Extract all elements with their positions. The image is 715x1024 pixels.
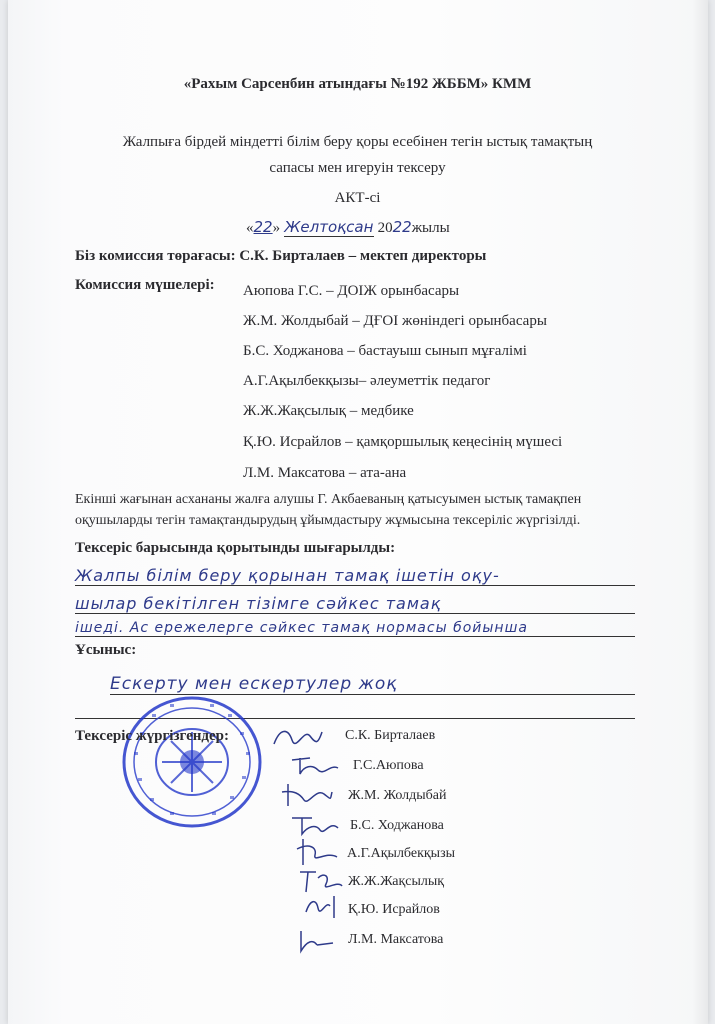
signature-mark bbox=[288, 752, 343, 780]
chair-label: Біз комиссия төрағасы: bbox=[75, 248, 236, 264]
signer-name: Ж.Ж.Жақсылық bbox=[348, 874, 445, 889]
signature-mark bbox=[280, 780, 335, 810]
member-item: Қ.Ю. Исрайлов – қамқоршылық кеңесінің мүшесі bbox=[243, 434, 563, 450]
act-date bbox=[246, 218, 450, 237]
signers-label: Тексеріс жүргізгендер: bbox=[75, 728, 229, 744]
commission-chair bbox=[75, 248, 486, 265]
org-title: «Рахым Сарсенбин атындағы №192 ЖББМ» КММ bbox=[183, 76, 532, 92]
proposal-handwriting: Ескерту мен ескертулер жоқ bbox=[110, 674, 635, 695]
date-day: 22 bbox=[253, 218, 273, 236]
conclusion-handwriting-line1: Жалпы білім беру қорынан тамақ ішетін оқу- bbox=[75, 566, 635, 586]
proposal-label: Ұсыныс: bbox=[75, 642, 137, 658]
signature-mark bbox=[293, 835, 343, 870]
conclusion-label: Тексеріс барысында қорытынды шығарылды: bbox=[75, 540, 396, 556]
signer-name: Г.С.Аюпова bbox=[353, 758, 424, 773]
body-paragraph-line1: Екінші жағынан асхананы жалға алушы Г. Акбаеваның қатысуымен ыстық тамақпен bbox=[75, 492, 582, 507]
signer-name: Л.М. Максатова bbox=[348, 932, 444, 947]
act-subtitle-line2: сапасы мен игеруін тексеру bbox=[269, 160, 446, 176]
member-item: Аюпова Г.С. – ДОІЖ орынбасары bbox=[243, 283, 460, 299]
member-item: Ж.Ж.Жақсылық – медбике bbox=[243, 403, 414, 419]
signer-name: Қ.Ю. Исрайлов bbox=[348, 902, 440, 917]
date-open-quote: « bbox=[246, 220, 254, 236]
signer-name: Ж.М. Жолдыбай bbox=[348, 788, 447, 803]
signature-mark bbox=[270, 722, 325, 752]
chair-value: С.К. Бирталаев – мектеп директоры bbox=[239, 248, 487, 264]
conclusion-handwriting-line2: шылар бекітілген тізімге сәйкес тамақ bbox=[75, 594, 635, 614]
member-item: А.Г.Ақылбекқызы– әлеуметтік педагог bbox=[243, 373, 491, 389]
body-paragraph-line2: оқушыларды тегін тамақтандырудың ұйымдастыру жұмысына тексеріліс жүргізілді. bbox=[75, 513, 581, 528]
document-page bbox=[8, 0, 708, 1024]
act-subtitle-line1: Жалпыға бірдей міндетті білім беру қоры есебінен тегін ыстық тамақтың bbox=[122, 134, 593, 150]
signature-mark bbox=[300, 892, 345, 922]
signature-mark bbox=[293, 925, 338, 955]
date-month: Желтоқсан bbox=[284, 218, 374, 236]
date-year-prefix: 20 bbox=[377, 220, 393, 236]
member-item: Ж.М. Жолдыбай – ДҒОІ жөніндегі орынбасары bbox=[243, 313, 547, 329]
members-label: Комиссия мүшелері: bbox=[75, 277, 215, 293]
member-item: Б.С. Ходжанова – бастауыш сынып мұғалімі bbox=[243, 343, 527, 359]
conclusion-handwriting-line3: ішеді. Ас ережелерге сәйкес тамақ нормасы бойынша bbox=[75, 620, 635, 637]
member-item: Л.М. Максатова – ата-ана bbox=[243, 465, 407, 481]
official-seal-stamp bbox=[120, 692, 270, 832]
page-edge-shadow bbox=[692, 0, 708, 1024]
signer-name: Б.С. Ходжанова bbox=[350, 818, 444, 833]
date-year-word: жылы bbox=[411, 220, 450, 236]
signer-name: С.К. Бирталаев bbox=[345, 728, 436, 743]
act-heading: АКТ-сі bbox=[334, 190, 381, 206]
date-year-suffix: 22 bbox=[392, 218, 412, 236]
signer-name: А.Г.Ақылбекқызы bbox=[347, 846, 456, 861]
date-close-quote: » bbox=[272, 220, 281, 236]
